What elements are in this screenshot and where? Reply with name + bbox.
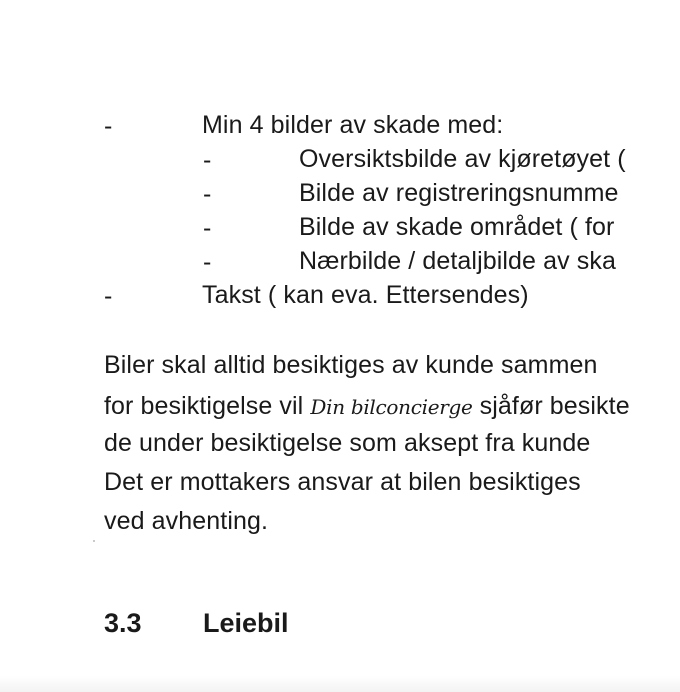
list-item-text: Takst ( kan eva. Ettersendes) bbox=[202, 281, 529, 309]
sub-list-item-text: Oversiktsbilde av kjøretøyet ( bbox=[299, 145, 626, 173]
paragraph-text: for besiktigelse vil bbox=[104, 392, 311, 420]
paragraph-line: Det er mottakers ansvar at bilen besiktiges bbox=[104, 468, 581, 496]
paragraph-line: de under besiktigelse som aksept fra kunde bbox=[104, 429, 591, 457]
sub-list-item-text: Bilde av skade området ( for bbox=[299, 213, 615, 241]
scan-speck bbox=[93, 540, 95, 542]
list-dash: - bbox=[104, 282, 113, 310]
list-item-text: Min 4 bilder av skade med: bbox=[202, 111, 504, 139]
section-number: 3.3 bbox=[104, 608, 142, 638]
sub-list-item-text: Nærbilde / detaljbilde av ska bbox=[299, 247, 616, 275]
sub-list-dash: - bbox=[203, 248, 212, 276]
sub-list-dash: - bbox=[203, 146, 212, 174]
sub-list-dash: - bbox=[203, 214, 212, 242]
company-logo-text: Din bilconcierge bbox=[310, 395, 473, 419]
paragraph-line: Biler skal alltid besiktiges av kunde sammen bbox=[104, 351, 598, 379]
paragraph-line: ved avhenting. bbox=[104, 507, 269, 535]
paragraph-line bbox=[104, 390, 630, 423]
section-title: Leiebil bbox=[203, 608, 289, 638]
sub-list-dash: - bbox=[203, 180, 212, 208]
sub-list-item-text: Bilde av registreringsnumme bbox=[299, 179, 619, 207]
scan-shadow bbox=[0, 676, 680, 692]
list-dash: - bbox=[104, 112, 113, 140]
paragraph-text: sjåfør besikte bbox=[472, 392, 630, 420]
